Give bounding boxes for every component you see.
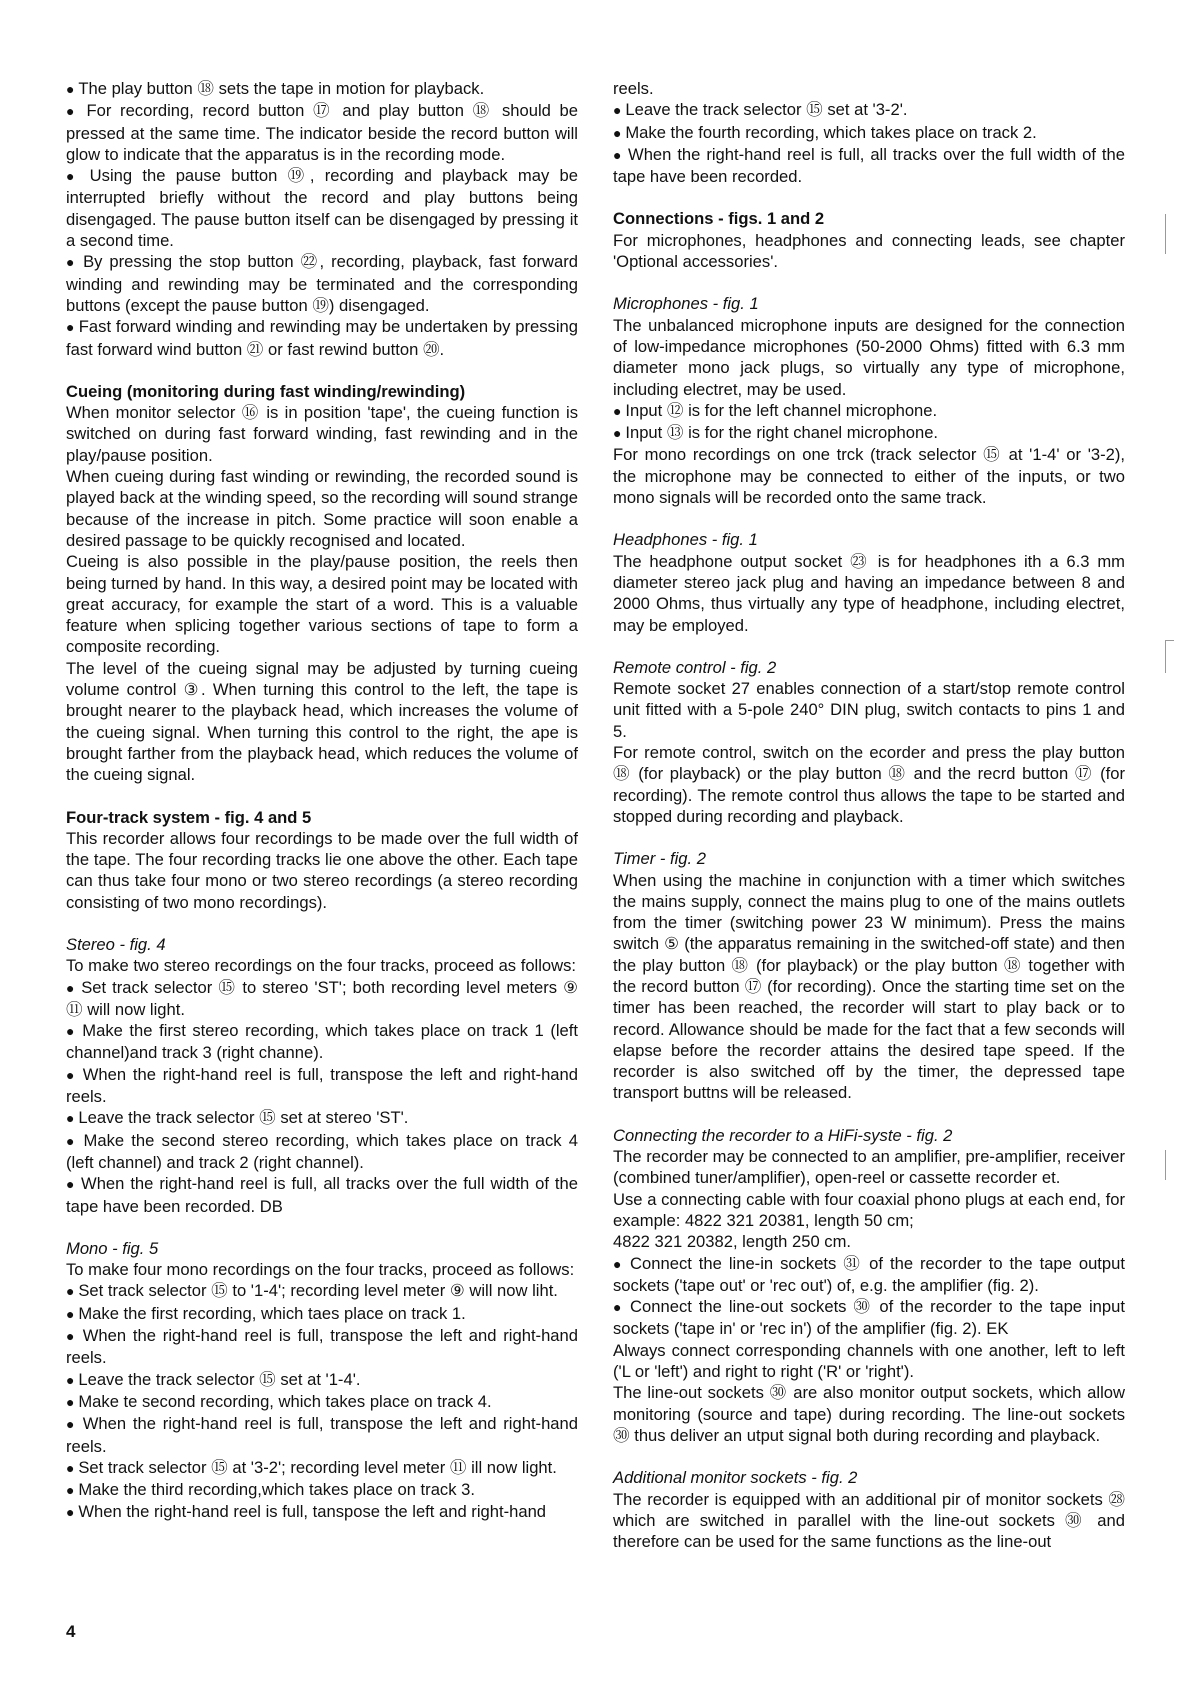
paragraph-gap bbox=[613, 187, 1125, 208]
bullet-item: ● Set track selector ⑮ at '3-2'; recording level meter ⑪ ill now light. bbox=[66, 1457, 578, 1479]
paragraph-gap bbox=[66, 786, 578, 807]
paragraph-gap bbox=[613, 827, 1125, 848]
paragraph: For mono recordings on one trck (track selector ⑮ at '1-4' or '3-2), the microphone may be connected to either of the inputs, or two mono signals will be recorded onto the same track. bbox=[613, 445, 1125, 508]
bullet-item: ● Leave the track selector ⑮ set at '3-2'. bbox=[613, 99, 1125, 121]
bullet-item: ● Connect the line-out sockets ㉚ of the recorder to the tape input sockets ('tape in' or 'rec in') of the amplifier (fig. 2). EK bbox=[613, 1296, 1125, 1340]
bullet-item: ● Leave the track selector ⑮ set at '1-4'. bbox=[66, 1369, 578, 1391]
bullet-item: ● When the right-hand reel is full, transpose the left and right-hand reels. bbox=[66, 1325, 578, 1369]
bullet-item: ● For recording, record button ⑰ and play button ⑱ should be pressed at the same time. The indicator beside the record button will glow to indicate that the apparatus is in the recording mode. bbox=[66, 100, 578, 165]
section-heading: Four-track system - fig. 4 and 5 bbox=[66, 807, 312, 827]
subsection-heading: Microphones - fig. 1 bbox=[613, 294, 759, 314]
paragraph: When cueing during fast winding or rewinding, the recorded sound is played back at the winding speed, so the recording will sound strange because of the increase in pitch. Some practice will soon enable a desired passage to be quickly recognised and located. bbox=[66, 467, 578, 550]
bullet-item: ● When the right-hand reel is full, all tracks over the full width of the tape have been recorded. DB bbox=[66, 1173, 578, 1217]
paragraph: When monitor selector ⑯ is in position 'tape', the cueing function is switched on during fast forward winding, fast rewinding and in the play/pause position. bbox=[66, 403, 578, 465]
paragraph: The headphone output socket ㉓ is for headphones ith a 6.3 mm diameter stereo jack plug and having an impedance between 8 and 2000 Ohms, thus virtually any type of headphone, including electret, may be employed. bbox=[613, 551, 1125, 635]
paragraph: The level of the cueing signal may be adjusted by turning cueing volume control ③. When turning this control to the left, the tape is brought nearer to the playback head, which increases the volume of the cueing signal. When turning this control to the right, the ape is brought farther from the playback head, which reduces the volume of the cueing signal. bbox=[66, 658, 578, 785]
bullet-item: ● Make te second recording, which takes place on track 4. bbox=[66, 1391, 578, 1413]
bullet-item: ● Make the second stereo recording, which takes place on track 4 (left channel) and track 2 (right channel). bbox=[66, 1130, 578, 1174]
subsection-heading: Connecting the recorder to a HiFi-syste - fig. 2 bbox=[613, 1125, 953, 1145]
paragraph: The unbalanced microphone inputs are designed for the connection of low-impedance microphones (50-2000 Ohms) fitted with 6.3 mm diameter mono jack plugs, so virtually any type of microphone, including electret, may be used. bbox=[613, 315, 1125, 399]
subsection-heading: Headphones - fig. 1 bbox=[613, 530, 758, 550]
margin-mark bbox=[1165, 640, 1174, 673]
subsection-heading: Timer - fig. 2 bbox=[613, 849, 706, 869]
section-heading: Cueing (monitoring during fast winding/rewinding) bbox=[66, 381, 466, 401]
bullet-item: ● When the right-hand reel is full, tanspose the left and right-hand bbox=[66, 1501, 578, 1523]
bullet-item: ● Make the first recording, which taes place on track 1. bbox=[66, 1303, 578, 1325]
paragraph: The line-out sockets ㉚ are also monitor output sockets, which allow monitoring (source and tape) during recording. The line-out sockets ㉚ thus deliver an utput signal both during recording and playback. bbox=[613, 1383, 1125, 1445]
bullet-item: ● Input ⑬ is for the right chanel microphone. bbox=[613, 422, 1125, 444]
paragraph: The recorder is equipped with an additional pir of monitor sockets ㉘ which are switched in parallel with the line-out sockets ㉚ and therefore can be used for the same functions as the line-out bbox=[613, 1489, 1125, 1552]
paragraph: 4822 321 20382, length 250 cm. bbox=[613, 1232, 852, 1252]
section-heading: Connections - figs. 1 and 2 bbox=[613, 209, 825, 229]
paragraph: To make four mono recordings on the four tracks, proceed as follows: bbox=[66, 1260, 575, 1280]
bullet-item: ● The play button ⑱ sets the tape in motion for playback. bbox=[66, 78, 578, 100]
subsection-heading: Remote control - fig. 2 bbox=[613, 657, 777, 677]
right-column bbox=[613, 78, 1125, 1552]
paragraph-gap bbox=[613, 1446, 1125, 1467]
paragraph: reels. bbox=[613, 79, 654, 98]
bullet-item: ● When the right-hand reel is full, all tracks over the full width of the tape have been recorded. bbox=[613, 144, 1125, 188]
paragraph: Remote socket 27 enables connection of a start/stop remote control unit fitted with a 5-pole 240° DIN plug, switch contacts to pins 1 and 5. bbox=[613, 679, 1125, 741]
bullet-item: ● Fast forward winding and rewinding may be undertaken by pressing fast forward wind button ㉑ or fast rewind button ⑳. bbox=[66, 316, 578, 360]
bullet-item: ● Make the first stereo recording, which takes place on track 1 (left channel)and track 3 (right channe). bbox=[66, 1020, 578, 1064]
bullet-item: ● Leave the track selector ⑮ set at stereo 'ST'. bbox=[66, 1107, 578, 1129]
left-column bbox=[66, 78, 578, 1524]
paragraph: Always connect corresponding channels with one another, left to left ('L or 'left') and right to right ('R' or 'right'). bbox=[613, 1340, 1125, 1382]
paragraph-gap bbox=[613, 508, 1125, 529]
paragraph: When using the machine in conjunction with a timer which switches the mains supply, connect the mains plug to one of the mains outlets from the timer (switching power 23 W minimum). Press the mains switch ⑤ (the apparatus remaining in the switched-off state) and then the play button ⑱ (for playback) or the play button ⑱ together with the record button ⑰ (for recording). Once the starting time set on the timer has been reached, the recorder will start to play back or to record. Allowance should be made for the fact that a few seconds will elapse before the recorder attains the desired tape speed. If the recorder is also switched off by the timer, the depressed tape transport buttns will be released. bbox=[613, 870, 1125, 1103]
paragraph: For remote control, switch on the ecorder and press the play button ⑱ (for playback) or the play button ⑱ and the recrd button ⑰ (for recording). The remote control thus allows the tape to be started and stopped during recording and playback. bbox=[613, 743, 1125, 826]
bullet-item: ● When the right-hand reel is full, transpose the left and right-hand reels. bbox=[66, 1413, 578, 1457]
bullet-item: ● Set track selector ⑮ to stereo 'ST'; both recording level meters ⑨ ⑪ will now light. bbox=[66, 977, 578, 1021]
paragraph: The recorder may be connected to an amplifier, pre-amplifier, receiver (combined tuner/amplifier), open-reel or cassette recorder et. bbox=[613, 1147, 1125, 1188]
bullet-item: ● By pressing the stop button ㉒, recording, playback, fast forward winding and rewinding may be terminated and the corresponding buttons (except the pause button ⑲) disengaged. bbox=[66, 251, 578, 316]
paragraph-gap bbox=[66, 1217, 578, 1238]
paragraph-gap bbox=[613, 636, 1125, 657]
bullet-item: ● Make the third recording,which takes place on track 3. bbox=[66, 1479, 578, 1501]
paragraph: For microphones, headphones and connecting leads, see chapter 'Optional accessories'. bbox=[613, 230, 1125, 272]
paragraph: To make two stereo recordings on the four tracks, proceed as follows: bbox=[66, 956, 577, 976]
bullet-item: ● Make the fourth recording, which takes place on track 2. bbox=[613, 122, 1125, 144]
margin-mark bbox=[1165, 1150, 1166, 1180]
subsection-heading: Stereo - fig. 4 bbox=[66, 934, 166, 954]
paragraph: Use a connecting cable with four coaxial phono plugs at each end, for example: 4822 321 20381, length 50 cm; bbox=[613, 1189, 1125, 1230]
bullet-item: ● Connect the line-in sockets ㉛ of the recorder to the tape output sockets ('tape out' or 'rec out') of, e.g. the amplifier (fig. 2). bbox=[613, 1253, 1125, 1297]
bullet-item: ● Input ⑫ is for the left channel microphone. bbox=[613, 400, 1125, 422]
paragraph: Cueing is also possible in the play/pause position, the reels then being turned by hand. In this way, a desired point may be located with great accuracy, for example the start of a word. This is a valuable feature when splicing together various sections of tape to form a composite recording. bbox=[66, 552, 578, 657]
paragraph: This recorder allows four recordings to be made over the full width of the tape. The four recording tracks lie one above the other. Each tape can thus take four mono or two stereo recordings (a stereo recording consisting of two mono recordings). bbox=[66, 828, 578, 912]
paragraph-gap bbox=[613, 1104, 1125, 1125]
bullet-item: ● Using the pause button ⑲, recording and playback may be interrupted briefly without the record and play buttons being disengaged. The pause button itself can be disengaged by pressing it a second time. bbox=[66, 165, 578, 251]
subsection-heading: Mono - fig. 5 bbox=[66, 1238, 159, 1258]
subsection-heading: Additional monitor sockets - fig. 2 bbox=[613, 1468, 858, 1488]
paragraph-gap bbox=[613, 272, 1125, 293]
paragraph-gap bbox=[66, 913, 578, 934]
page-number: 4 bbox=[66, 1622, 76, 1641]
bullet-item: ● Set track selector ⑮ to '1-4'; recording level meter ⑨ will now liht. bbox=[66, 1280, 578, 1302]
bullet-item: ● When the right-hand reel is full, transpose the left and right-hand reels. bbox=[66, 1064, 578, 1108]
margin-mark bbox=[1165, 214, 1166, 254]
paragraph-gap bbox=[66, 360, 578, 381]
